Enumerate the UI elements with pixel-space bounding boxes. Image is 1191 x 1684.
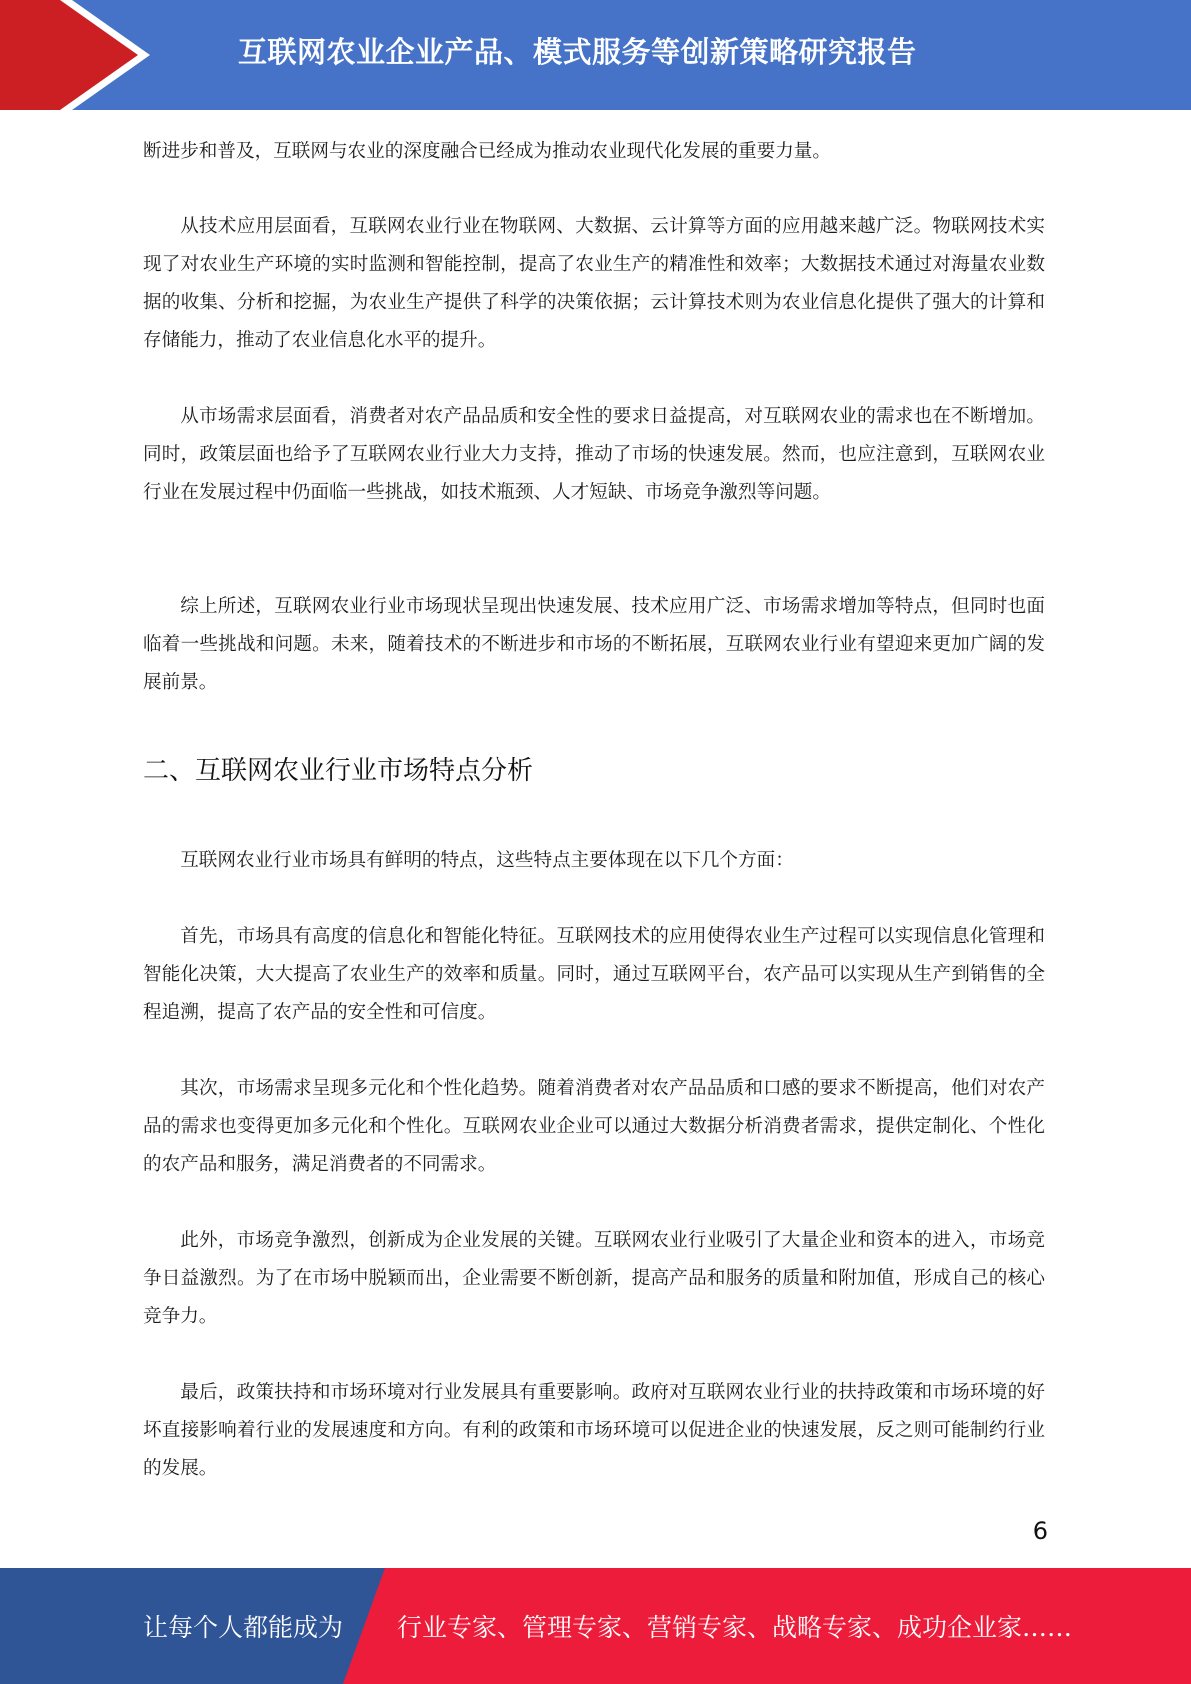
paragraph-tech-application: 从技术应用层面看，互联网农业行业在物联网、大数据、云计算等方面的应用越来越广泛。物联网技术实现了对农业生产环境的实时监测和智能控制，提高了农业生产的精准性和效率；大数据技术通过对海量农业数据的收集、分析和挖掘，为农业生产提供了科学的决策依据；云计算技术则为农业信息化提供了强大的计算和存储能力，推动了农业信息化水平的提升。 [143,216,1045,351]
section-heading: 二、互联网农业行业市场特点分析 [143,756,534,786]
paragraph-intro: 互联网农业行业市场具有鲜明的特点，这些特点主要体现在以下几个方面： [180,850,794,871]
paragraph-market-demand: 从市场需求层面看，消费者对农产品品质和安全性的要求日益提高，对互联网农业的需求也在不断增加。同时，政策层面也给予了互联网农业行业大力支持，推动了市场的快速发展。然而，也应注意到，互联网农业行业在发展过程中仍面临一些挑战，如技术瓶颈、人才短缺、市场竞争激烈等问题。 [143,406,1045,503]
page-footer-banner [0,1568,1191,1684]
paragraph-continued: 断进步和普及，互联网与农业的深度融合已经成为推动农业现代化发展的重要力量。 [143,141,831,162]
paragraph-second: 其次，市场需求呈现多元化和个性化趋势。随着消费者对农产品品质和口感的要求不断提高，他们对农产品的需求也变得更加多元化和个性化。互联网农业企业可以通过大数据分析消费者需求，提供定制化、个性化的农产品和服务，满足消费者的不同需求。 [143,1078,1045,1175]
report-title: 互联网农业企业产品、模式服务等创新策略研究报告 [238,35,917,69]
paragraph-summary: 综上所述，互联网农业行业市场现状呈现出快速发展、技术应用广泛、市场需求增加等特点，但同时也面临着一些挑战和问题。未来，随着技术的不断进步和市场的不断拓展，互联网农业行业有望迎来更加广阔的发展前景。 [143,596,1045,693]
paragraph-third: 此外，市场竞争激烈，创新成为企业发展的关键。互联网农业行业吸引了大量企业和资本的进入，市场竞争日益激烈。为了在市场中脱颖而出，企业需要不断创新，提高产品和服务的质量和附加值，形成自己的核心竞争力。 [143,1230,1045,1327]
footer-slogan-right: 行业专家、管理专家、营销专家、战略专家、成功企业家…… [397,1613,1073,1642]
paragraph-fourth: 最后，政策扶持和市场环境对行业发展具有重要影响。政府对互联网农业行业的扶持政策和市场环境的好坏直接影响着行业的发展速度和方向。有利的政策和市场环境可以促进企业的快速发展，反之则可能制约行业的发展。 [143,1382,1045,1479]
chevron-arrow-decoration [0,0,160,110]
page-header-bar [0,0,1191,110]
page-number: 6 [1032,1517,1048,1545]
footer-slogan-left: 让每个人都能成为 [143,1613,344,1642]
paragraph-first: 首先，市场具有高度的信息化和智能化特征。互联网技术的应用使得农业生产过程可以实现信息化管理和智能化决策，大大提高了农业生产的效率和质量。同时，通过互联网平台，农产品可以实现从生产到销售的全程追溯，提高了农产品的安全性和可信度。 [143,926,1045,1023]
